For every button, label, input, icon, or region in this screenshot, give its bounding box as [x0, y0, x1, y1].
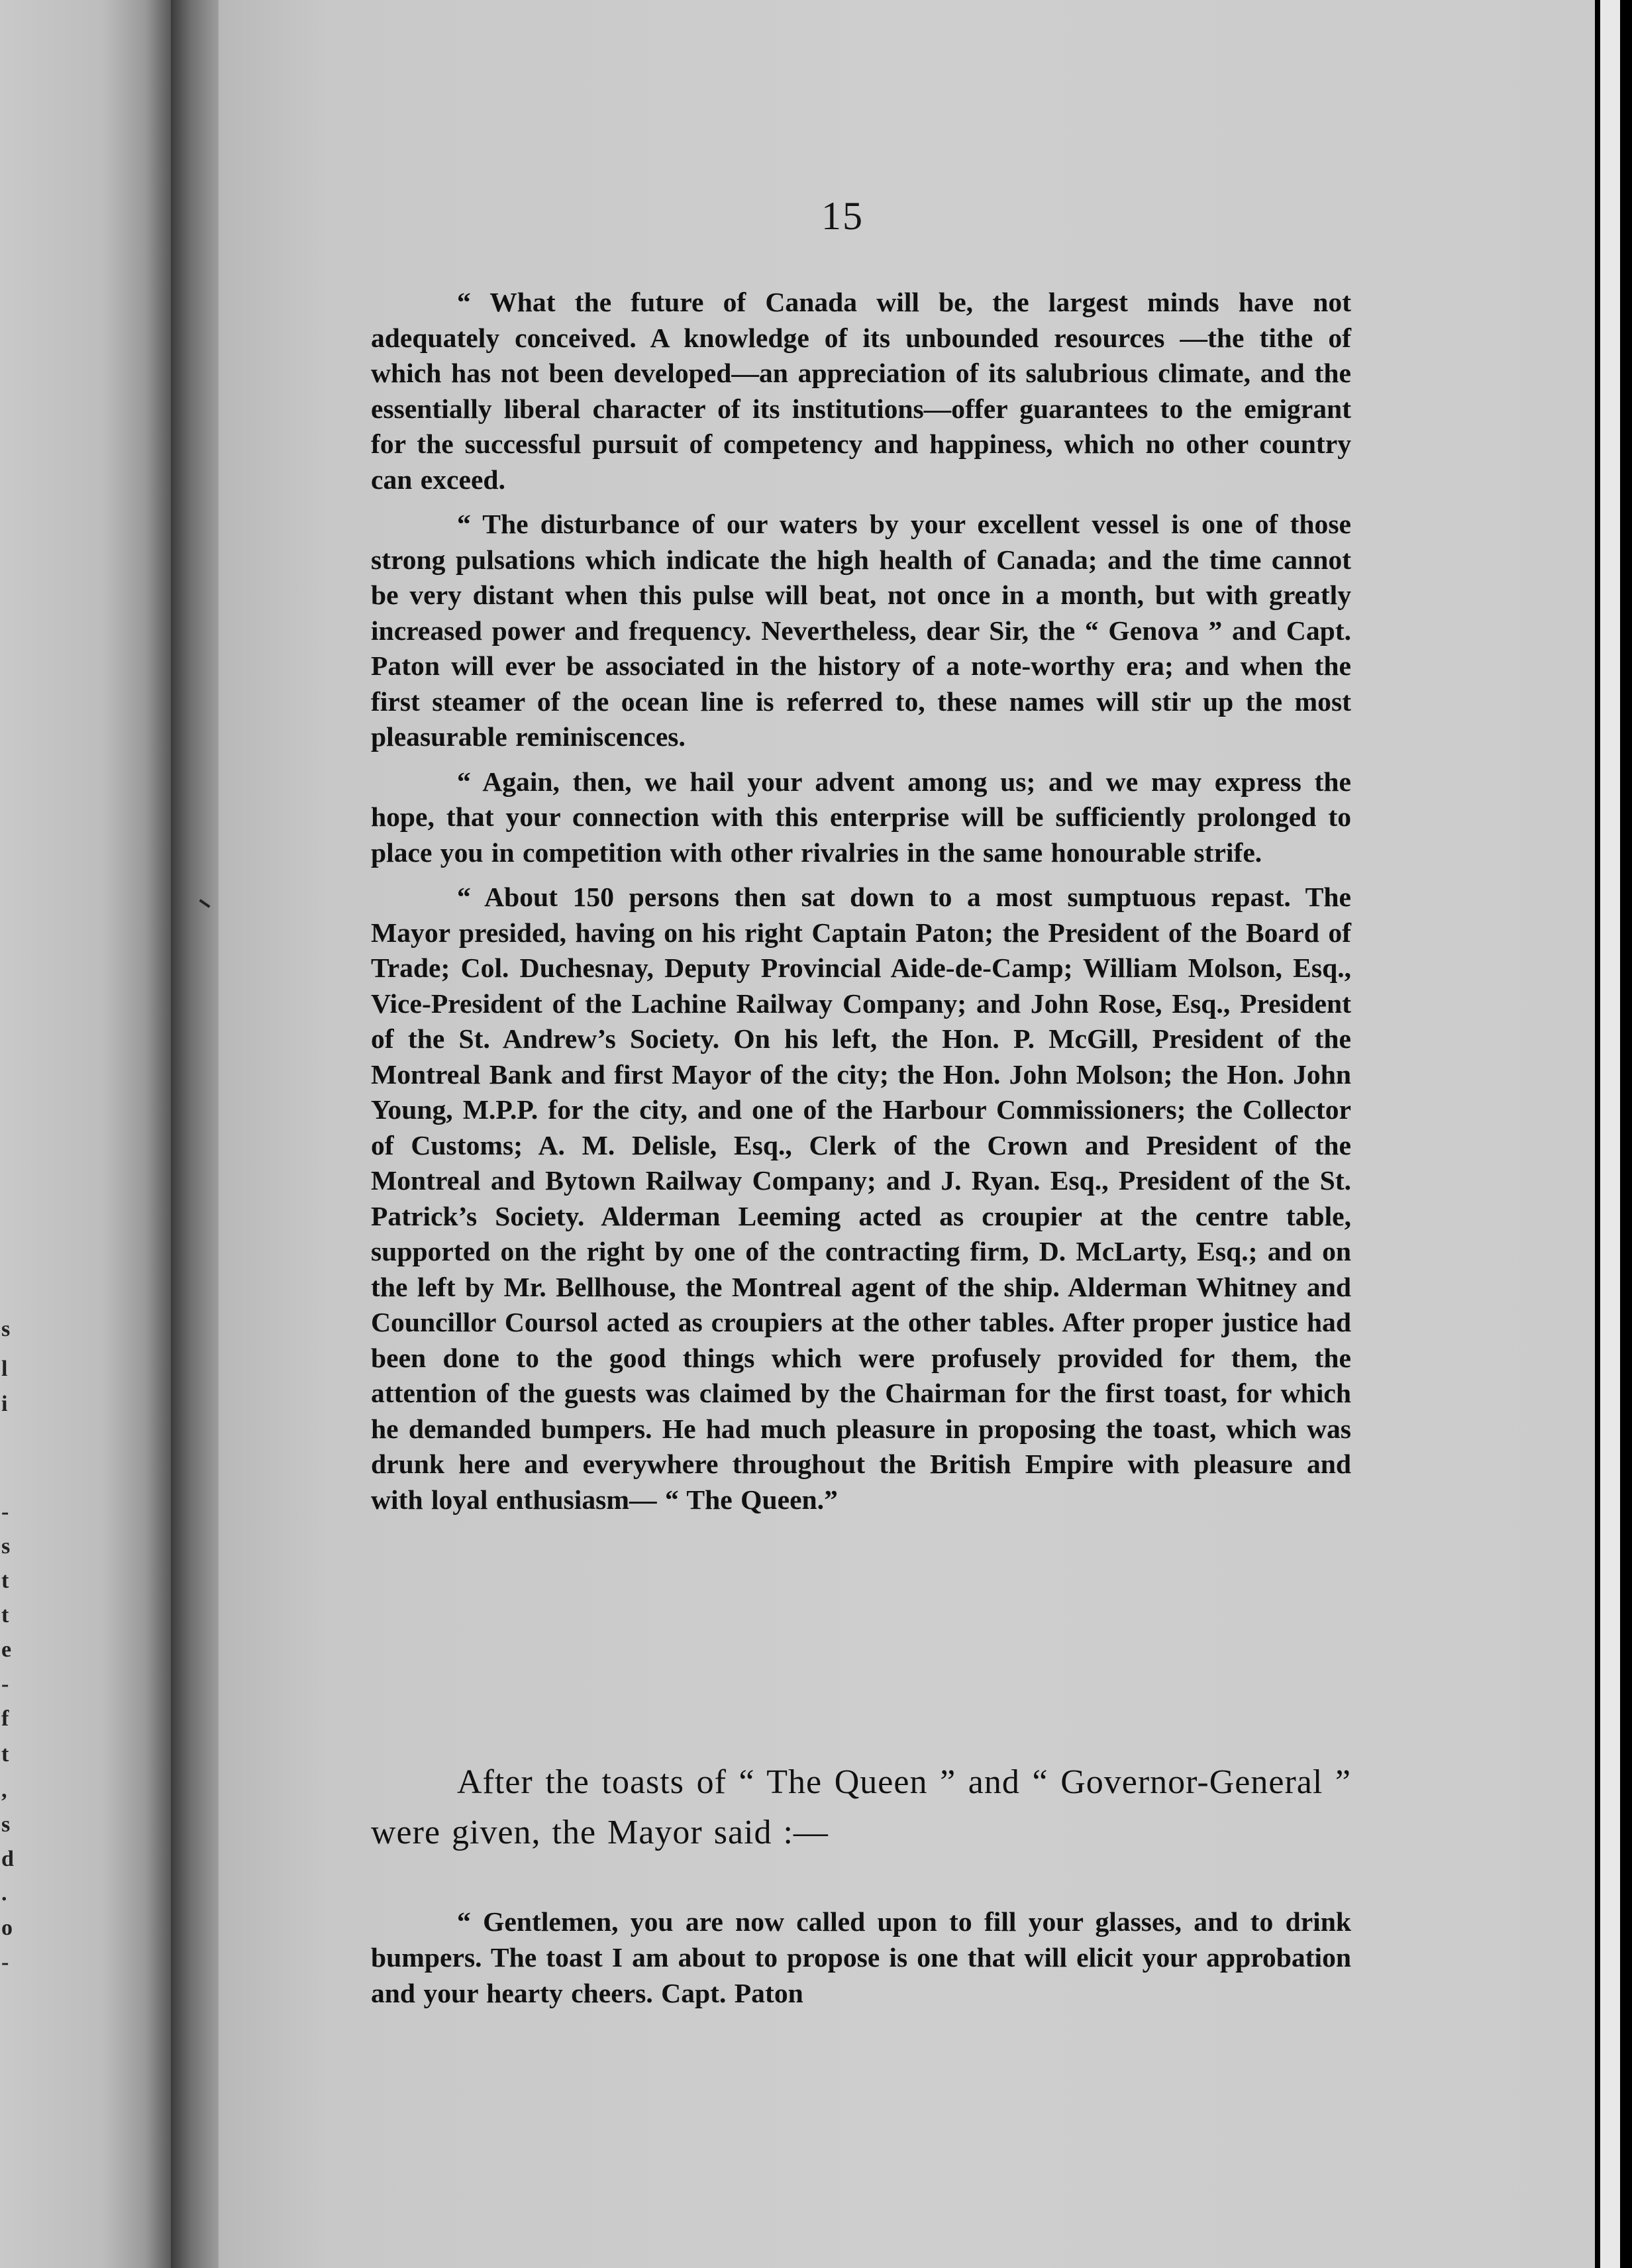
- paragraph: “ About 150 persons then sat down to a most sumptuous repast. The Mayor presided, having on his right Captain Paton; the President of the Board of Trade; Col. Duchesnay, Deputy Provincial Aide-de-Camp; William Molson, Esq., Vice-President of the Lachine Railway Company; and John Rose, Esq., President of the St. Andrew’s Society. On his left, the Hon. P. McGill, President of the Montreal Bank and first Mayor of the city; the Hon. John Molson; the Hon. John Young, M.P.P. for the city, and one of the Harbour Commissioners; the Collector of Customs; A. M. Delisle, Esq., Clerk of the Crown and President of the Montreal and Bytown Railway Company; and J. Ryan. Esq., President of the St. Patrick’s Society. Alderman Leeming acted as croupier at the centre table, supported on the right by one of the contracting firm, D. McLarty, Esq.; and on the left by Mr. Bellhouse, the Montreal agent of the ship. Alderman Whitney and Councillor Coursol acted as croupiers at the other tables. After proper justice had been done to the good things which were profusely provided for them, the attention of the guests was claimed by the Chairman for the first toast, for which he demanded bumpers. He had much pleasure in proposing the toast, which was drunk here and everywhere throughout the British Empire with pleasure and with loyal enthusiasm— “ The Queen.”: [371, 882, 1351, 1515]
- margin-fragment: d: [1, 1847, 14, 1871]
- scan-edge-strip: [1600, 0, 1620, 2268]
- margin-fragment: f: [1, 1706, 9, 1731]
- body-text: [371, 285, 1351, 1527]
- body-text-continued: [371, 1904, 1351, 2011]
- margin-fragment: t: [1, 1569, 9, 1593]
- page-number: 15: [821, 194, 864, 238]
- book-gutter-shadow: [171, 0, 219, 2268]
- paragraph: “ The disturbance of our waters by your excellent vessel is one of those strong pulsations which indicate the high health of Canada; and the time cannot be very distant when this pulse will beat, not once in a month, but with greatly increased power and frequency. Nevertheless, dear Sir, the “ Genova ” and Capt. Paton will ever be associated in the history of a note-worthy era; and when the first steamer of the ocean line is referred to, these names will stir up the most pleasurable reminiscences.: [371, 509, 1351, 752]
- previous-page-edge: [0, 0, 171, 2268]
- previous-page-text-fragments: [0, 0, 20, 2268]
- margin-fragment: e: [1, 1637, 12, 1662]
- paragraph: “ Again, then, we hail your advent among us; and we may express the hope, that your connection with this enterprise will be sufficiently prolonged to place you in competition with other rivalries in the same honourable strife.: [371, 766, 1351, 868]
- margin-fragment: ,: [1, 1778, 7, 1802]
- margin-fragment: s: [1, 1534, 11, 1559]
- margin-fragment: t: [1, 1603, 9, 1627]
- margin-fragment: -: [1, 1950, 9, 1975]
- margin-fragment: s: [1, 1812, 11, 1837]
- paragraph: “ What the future of Canada will be, the largest minds have not adequately conceived. A knowledge of its unbounded resources —the tithe of which has not been developed—an appreciation of its salubrious climate, and the essentially liberal character of its institutions—offer guarantees to the emigrant for the successful pursuit of competency and happiness, which no other country can exceed.: [371, 287, 1351, 495]
- paragraph: “ Gentlemen, you are now called upon to fill your glasses, and to drink bumpers. The toast I am about to propose is one that will elicit your approbation and your hearty cheers. Capt. Paton: [371, 1906, 1351, 2008]
- margin-fragment: -: [1, 1672, 9, 1696]
- margin-fragment: l: [1, 1357, 8, 1381]
- margin-fragment: -: [1, 1500, 9, 1524]
- margin-fragment: .: [1, 1881, 7, 1906]
- margin-fragment: i: [1, 1392, 8, 1416]
- margin-fragment: s: [1, 1317, 11, 1341]
- margin-fragment: o: [1, 1916, 13, 1940]
- scan-right-edge: [1595, 0, 1632, 2268]
- margin-fragment: t: [1, 1742, 9, 1767]
- section-heading: After the toasts of “ The Queen ” and “ Governor-General ” were given, the Mayor said :—: [371, 1763, 1351, 1851]
